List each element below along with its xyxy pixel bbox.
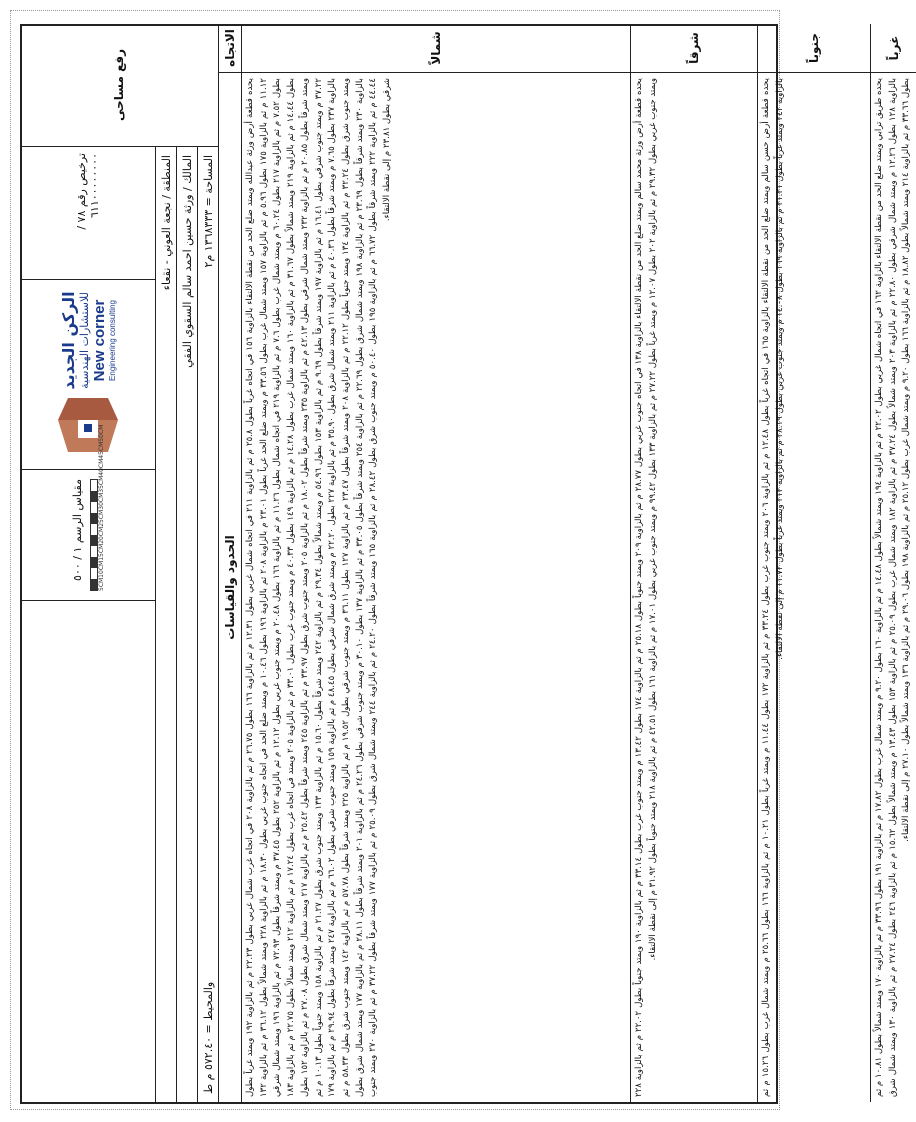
scale-cell [20,424,155,601]
area-text: المساحة = ١٣٦٨٣٣٣ م٢ [201,155,215,268]
scale-bar-ticks [97,424,105,591]
table-header [219,24,242,1102]
scale-tick-label: 15CM [97,543,105,561]
title-block [20,24,219,1102]
scale-tick-label: 25CM [97,509,105,527]
table-row-west [871,24,916,1102]
scale-tick-label: 20CM [97,526,105,544]
description-cell: يحده طريق ترابي ويمتد ضلع الحد من نقطة الالتقاء بالزاوية ١٦٢ في اتجاه شمال غربي بطول ٢٢.٠٢ م ثم بالزاوية ١٩٤ ويمتد شمالاً بطول ١٤.٤٨ م ثم بالزاوية ١٦٠ بطول ٩.٢٠ م ويمتد شمال غرب بطول ١٧.٨٢ م ثم بالزاوية ١٩١ بطول ٣٣.٩٦ م ثم بالزاوية ١٧٠ ويمتد شمالاً بطول ١٠.٨١ م ثم بالزاوية ١٢٨ بطول ١٢.٢٦ م ويمتد شمال شرقي بطول ٢٢.٨٠ م ثم بالزاوية ٢٠٣ ويمتد شمالاً بطول ٣٧.٢٤ م ثم بالزاوية ١٨٢ ويمتد شمال غرب بطول ٢٥.٠٩ م ثم بالزاوية ١٥٣ بطول ١٣.٤٣ م ويمتد شمالاً بطول ١٥.٦٢ م ثم بالزاوية ٢٤٦ بطول ٢٧.٢٤ م ثم بالزاوية ١٣٠ ويمتد شمال شرق بطول ٣٣.٦٦ م ثم بالزاوية ٢١٤ ويمتد شمالاً بطول ١٨.٨٢ م ثم بالزاوية ١٦٦ بطول ٩.٢٠ م ويمتد شمال غرب بطول ٢٥.١٢ م ثم بالزاوية ١٩٨ بطول ٢٩.٠٦ م ثم بالزاوية ١٣٦ ويمتد شمالاً بطول ٢٧.١٠ م إلى نقطة الالتقاء. [874,77,912,1097]
owner-text: المالك / ورثة حسين احمد سالم السقوي الفقي [180,155,194,368]
rotated-document [20,24,912,1102]
direction-cell: جنوباً [758,24,870,73]
survey-stamp [20,24,218,147]
description-header: الحدود والقياسات [223,535,237,640]
scale-label: مقياس الرسم ١ / ٥٠٠ [70,479,84,581]
scale-tick-label: 40CM [97,458,105,476]
title-info-top [20,147,156,1102]
scale-tick-label: 30CM [97,492,105,510]
scale-tick-label: 5CM [97,577,105,591]
company-logo [20,280,155,470]
description-cell: يحده قطعة أرض ورثة محمد سالم ويمتد ضلع الحد من نقطة الالتقاء بالزاوية ١٣٨ في اتجاه جنوب غربي بطول ٢٨.٧٧ م ثم بالزاوية ٢٠٩ ويمتد جنوباً بطول ٢٥.١٨ م ثم بالزاوية ١٧٤ بطول ١٣.٤٢ م ويمتد جنوب غرب بطول ٣٣.١٤ م ثم بالزاوية ١٩٠ ويمتد جنوباً بطول ٢٢.٠٢ م ثم بالزاوية ٢٢٨ ويمتد جنوب غربي بطول ٢٩.٣٢ م ثم بالزاوية ٢٠٢ بطول ١٢.٠٧ م ويمتد غرباً بطول ٢٧.٢٢ م ثم بالزاوية ١٣٣ بطول ٩٩.٤٢ م ويمتد جنوب غربي بطول ١٧.٠١ م ثم بالزاوية ١٦١ بطول ٤٢.٥١ م ثم بالزاوية ٢١٨ ويمتد جنوباً بطول ٣١.٩٢ م إلى نقطة الالتقاء. [634,78,658,1097]
region-text: المنطقة / نجعة العوني - نقعاء [159,155,173,291]
company-tagline-en: Engineering consulting [107,300,117,381]
survey-stamp-label: رفع مساحى [112,48,126,122]
boundaries-table [219,24,916,1102]
direction-cell: شمالاً [242,24,630,73]
scale-tick-label: 50CM [97,424,105,442]
region-row [156,147,177,1102]
company-tagline-ar: للاستشارات الهندسية [77,292,91,389]
scale-bar [90,479,98,591]
description-cell: يحده قطعة أرض حسن سالم ويمتد ضلع الحد من نقطة الالتقاء بالزاوية ١٦٥ في اتجاه غرباً بطول ١٢.٤٨ م ثم بالزاوية ٢٠٦ ويمتد جنوب غرب بطول ٣٣.٢٤ م ثم بالزاوية ١٧٢ بطول ١١.٤٤ م ويمتد غرباً بطول ١٠.٢١ م ثم بالزاوية ١٦٦ بطول ٢٥.٦٦ م ويمتد شمال غرب بطول ١٥.٢٦ م ثم بالزاوية ٢٤٢ ويمتد غرباً بطول ٣١.٣١ م ثم بالزاوية ١٦٩ بطول ١٤.٠٨ م ويمتد جنوب غربي بطول ٢٨.١٩ م ثم بالزاوية ٢١٣ ويمتد غرباً بطول ١١.٧٢ م إلى نقطة الالتقاء. [761,78,785,1097]
owner-row [177,147,198,1102]
table-row-north [242,24,631,1102]
license-cell [20,147,155,280]
blank-cell [20,601,155,1102]
table-row-east [631,24,758,1102]
company-name-ar: الركن الجديد [58,291,78,390]
scale-tick-label: 45CM [97,441,105,459]
scale-tick-label: 10CM [97,560,105,578]
title-info [20,147,218,1102]
area-row [198,147,218,1102]
license-number: ترخيص رقم ٧٨ / ٦١١٠٠٠٠٠٠٠٠ [74,153,101,230]
description-cell: يحده قطعة أرض ورثة عبدالله ويمتد ضلع الحد من نقطة الالتقاء بالزاوية ١٥٦ في اتجاه غرباً بطول ٢٥.٨ م ثم بالزاوية ٢١١ في اتجاه شمال غربي بطول ١٢.٣١ م ثم بالزاوية ١٦٦ بطول ٢٦.٧٥ م ثم بالزاوية ٢٠٨ في اتجاه غرب شمال غربي بطول ٢٢.٢٣ م ثم بالزاوية ١٩٢ ويمتد غرباً بطول ١١.١٢ م ثم بالزاوية ١٧٥ بطول ٥.٩٦ م ثم بالزاوية ١٥٧ ويمتد شمال غرب بطول ٣٣.٥٦ م ويمتد ضلع الحد غرباً بطول ٢٣.٠١ م بالزاوية ٢٠٨ ثم بالزاوية ١٩٦ بطول ١٠.٤٦ م ويمتد ضلع الحد في اتجاه جنوب غربي بطول ١٨.٣٠ م ثم بالزاوية ٢٢٨ ويمتد شمالاً بطول ٣٦.١٢ م ثم بالزاوية ١٣٢ بطول ٧.٥٢ م ثم بالزاوية ٢١٧ بطول ٦٠.٢٤ م ويمتد شمال غرب بطول ٧.٦ م ثم بالزاوية ٢١٩ في اتجاه شمال بطول ١١.٢٦ م ثم بالزاوية ١٦٦ بطول ٢٠.٤٨ م ويمتد جنوب غربي بطول ١٢.١٢ م ثم بالزاوية ٢٥٢ بطول ٣٧.٤٥ م ويمتد شرقاً بطول ٧٢.٩٣ م ثم بالزاوية ١٩٦ ويمتد شمال شرقي بطول ١٤.٤٤ م ثم بالزاوية ٢١٩ ويمتد شمالاً بطول ٣١.٦٧ م ثم بالزاوية ١٦٠ ويمتد شمال غرب بطول ١٤.٢٨ م ثم بالزاوية ١٤٩ بطول ٤٠.٣٣ م ويمتد جنوب غرب بطول ٣٣.٠١ م ثم بالزاوية ٢٠٥ ويمتد في اتجاه غرب بطول ١٧.٢٤ م ثم بالزاوية ٢١٢ ويمتد شمالاً بطول ٢٢.٧٥ م ثم بالزاوية ١٨٣ ويمتد شرقاً بطول ٢٠.٨٥ م ثم بالزاوية ٢٣٢ ويمتد شمال شرقي بطول ٤٢.١٣ م ثم بالزاوية ٢٣٥ ويمتد شرقاً بطول ١٨.٠٢ م ثم بالزاوية ٢٠٥ ويمتد جنوب شرق بطول ٣٣.٩٧ م ثم بالزاوية ٢٤٥ ويمتد شرقاً بطول ٢٥.٤٢ م ثم بالزاوية ٢١٧ ويمتد شمال شرق بطول ٢٧.٠٨ م ثم بالزاوية ١٥٢ بطول ٣٧.٢٢ م ويمتد جنوب شرقي بطول ١٦.٤١ م ثم بالزاوية ١٩٧ ويمتد شرقاً بطول ٩.٦٩ م ثم بالزاوية ١٥٣ بطول ٥٤.٩٦ م ويمتد شمالاً بطول ٢٩.٣٤ م ثم بالزاوية ٢٤٢ ويمتد شرقاً بطول ١٥.٦٠ م ثم بالزاوية ١٣٣ ويمتد جنوب شرق بطول ٢١.٢٧ م ثم بالزاوية ١٥٨ ويمتد جنوباً بطول ١٠.١٣ م ثم بالزاوية ٢٣٧ بطول ٧.٦٥ م ويمتد شرقاً بطول ٤٠.٣٦ م ثم بالزاوية ٢١١ ويمتد شمال شرق بطول ٣٥.٩٠ م ثم بالزاوية ٢٢٧ بطول ٢٢.٢٠ م ويمتد شرق شمال شرقي بطول ٤٨.٤٥ م ثم بالزاوية ١٥٩ ويمتد جنوب شرقي بطول ٦٦.٠٢ م ثم بالزاوية ٢٤٧ ويمتد شرقاً بطول ٢٩.٩٤ م ثم بالزاوية ١٧٩ ويمتد جنوب شرق بطول ٣٢.٢٤ م ثم بالزاوية ١٣٤ ويمتد جنوباً بطول ٢٢.١٢ م ثم بالزاوية ٢٠٨ ويمتد شرقاً بطول ٢٣.٤٧ م ثم بالزاوية ١٢٧ بطول ٣٦.١١ م ويمتد جنوب شرقي بطول ١٩.٥٢ م ثم بالزاوية ٢٢٥ ويمتد شرقاً بطول ٥٧.٧٨ م ثم بالزاوية ١٤٢ ويمتد جنوب شرق بطول ٥٨.٣٣ م ثم بالزاوية ٢٣٠ ويمتد شرقاً بطول ٢٣.٦٩ م ثم بالزاوية ١٩٨ ويمتد شمال شرق بطول ٢٢.٦٩ م ثم بالزاوية ٢٥٤ ويمتد شرقاً بطول ٣٣.٠٥ م ثم بالزاوية ١٣٧ بطول ٣٠.١٠ م ويمتد جنوب شرقي بطول ٢٤.٢٦ م ثم بالزاوية ٢٠١ ويمتد شرقاً بطول ٢٨.١١ م ثم بالزاوية ١٧٧ ويمتد شمال شرق بطول ٤٤.٤٤ م ثم بالزاوية ٢٢٢ ويمتد شرقاً بطول ٦٦.٧٢ م ثم بالزاوية ١٩٥ بطول ٥٠.٤٠ م ويمتد جنوب شرق بطول ٢٨.٤٢ م ثم بالزاوية ١٦٥ ويمتد شرقاً بطول ٢٤.٢٠ م ثم بالزاوية ٢٤٤ ويمتد شمال شرق بطول ٢٥.٠٩ م ثم بالزاوية ١٧٧ ويمتد شرقاً بطول ٣٧.٢٢ م ثم بالزاوية ٢٧٠ ويمتد جنوب شرقي بطول ٢٣.٨١ م إلى نقطة الالتقاء. [245,78,393,1097]
company-name-en: New corner [90,299,108,382]
table-row-south [758,24,871,1102]
corner-logo-icon [56,394,120,458]
direction-cell: غرباً [871,24,916,73]
scale-tick-label: 35CM [97,475,105,493]
perimeter-text: والمحيط = ٥٧٢.٤٠ م ط [201,981,215,1094]
direction-header: الاتجاه [219,24,241,73]
direction-cell: شرقاً [631,24,757,73]
